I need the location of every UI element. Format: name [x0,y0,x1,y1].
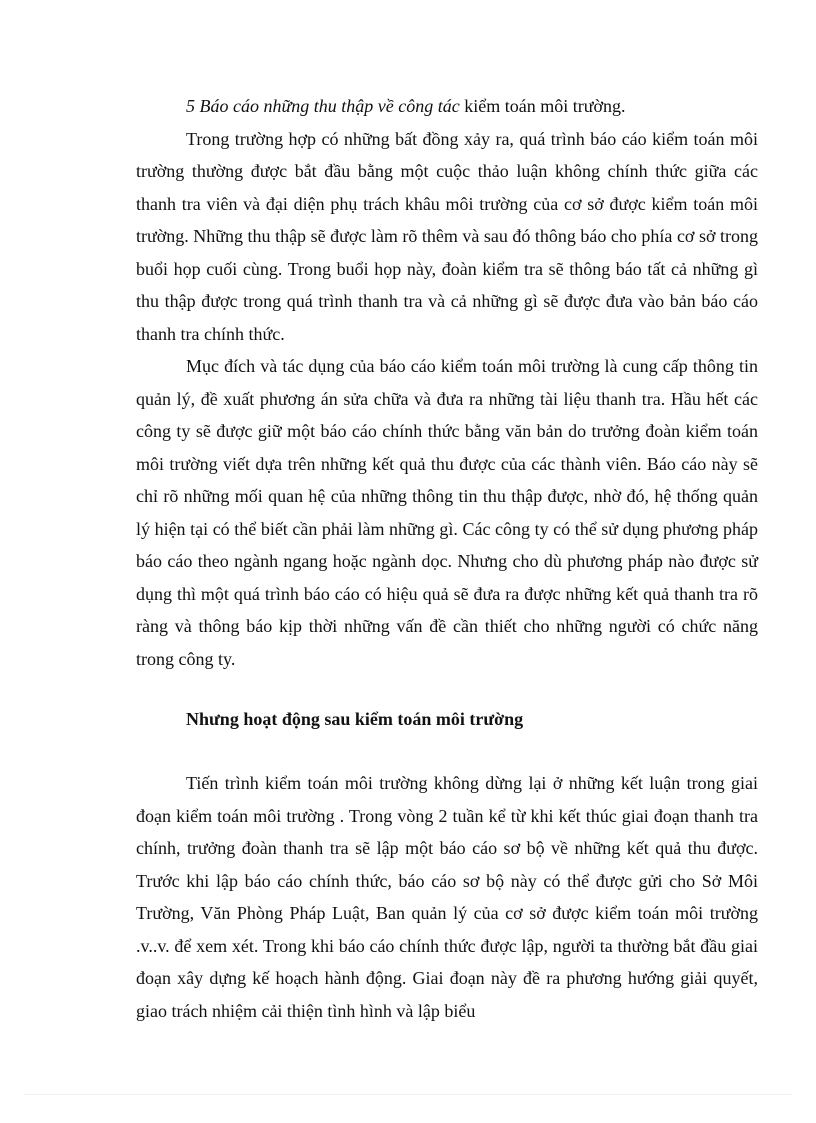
section-5-title-italic: 5 Báo cáo những thu thập về công tác [186,96,460,116]
section-5-block [136,90,758,675]
final-block [136,767,758,1027]
section-5-title-normal: kiểm toán môi trường. [459,96,626,116]
paragraph-2: Mục đích và tác dụng của báo cáo kiểm toán môi trường là cung cấp thông tin quản lý, đề xuất phương án sửa chữa và đưa ra những tài liệu thanh tra. Hầu hết các công ty sẽ được giữ một báo cáo chính thức bằng văn bản do trưởng đoàn kiểm toán môi trường viết dựa trên những kết quả thu được của các thành viên. Báo cáo này sẽ chỉ rõ những mối quan hệ của những thông tin thu thập được, nhờ đó, hệ thống quản lý hiện tại có thể biết cần phải làm những gì. Các công ty có thể sử dụng phương pháp báo cáo theo ngành ngang hoặc ngành dọc. Nhưng cho dù phương pháp nào được sử dụng thì một quá trình báo cáo có hiệu quả sẽ đưa ra được những kết quả thanh tra rõ ràng và thông báo kịp thời những vấn đề cần thiết cho những người có chức năng trong công ty. [136,356,758,669]
paragraph-3: Tiến trình kiểm toán môi trường không dừng lại ở những kết luận trong giai đoạn kiểm toán môi trường . Trong vòng 2 tuần kể từ khi kết thúc giai đoạn thanh tra chính, trưởng đoàn thanh tra sẽ lập một báo cáo sơ bộ về những kết quả thu được. Trước khi lập báo cáo chính thức, báo cáo sơ bộ này có thể được gửi cho Sở Môi Trường, Văn Phòng Pháp Luật, Ban quản lý của cơ sở được kiểm toán môi trường .v..v. để xem xét. Trong khi báo cáo chính thức được lập, người ta thường bắt đầu giai đoạn xây dựng kế hoạch hành động. Giai đoạn này đề ra phương hướng giải quyết, giao trách nhiệm cải thiện tình hình và lập biểu [136,773,758,1021]
page-bottom-divider [24,1094,792,1095]
paragraph-1: Trong trường hợp có những bất đồng xảy ra, quá trình báo cáo kiểm toán môi trường thường được bắt đầu bằng một cuộc thảo luận không chính thức giữa các thanh tra viên và đại diện phụ trách khâu môi trường của cơ sở được kiểm toán môi trường. Những thu thập sẽ được làm rõ thêm và sau đó thông báo cho phía cơ sở trong buổi họp cuối cùng. Trong buổi họp này, đoàn kiểm tra sẽ thông báo tất cả những gì thu thập được trong quá trình thanh tra và cả những gì sẽ được đưa vào bản báo cáo thanh tra chính thức. [136,128,758,344]
section-5-title [136,90,758,123]
section-heading: Nhưng hoạt động sau kiểm toán môi trường [186,709,524,729]
heading-block [136,703,758,736]
